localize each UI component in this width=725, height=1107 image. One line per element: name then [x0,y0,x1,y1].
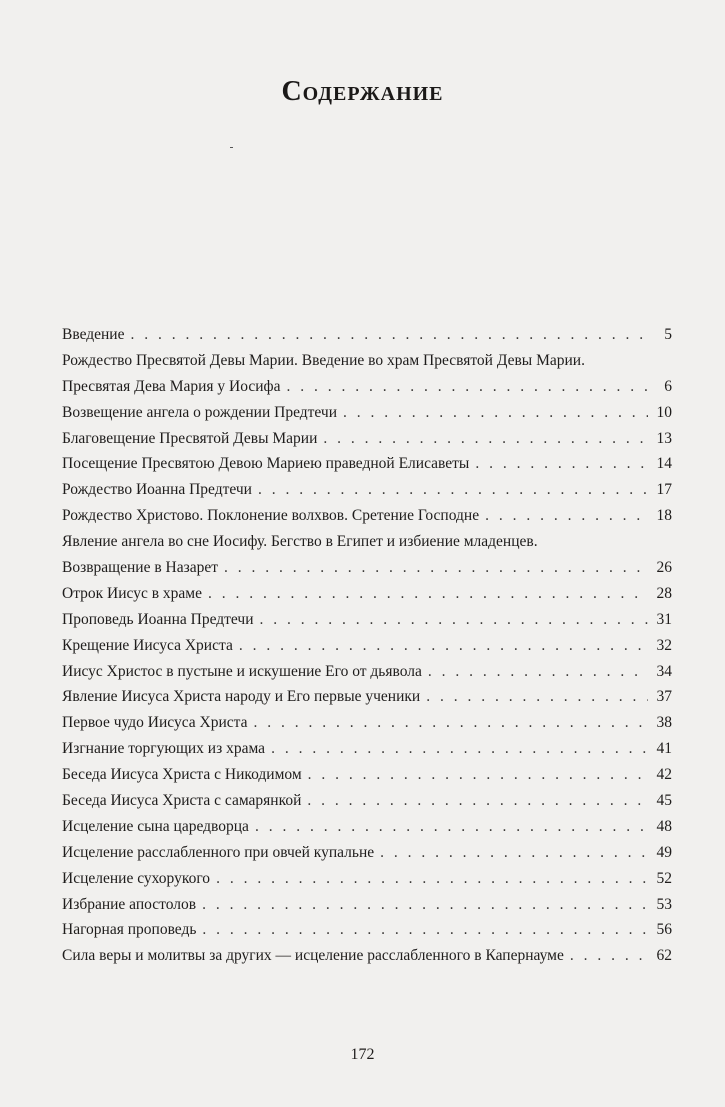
toc-entry-page: 34 [656,662,672,680]
toc-entry-page: 31 [656,610,672,628]
toc-entry-page: 52 [656,869,672,887]
toc-entry-page: 56 [656,921,672,939]
toc-entry [62,451,672,477]
toc-entry [62,322,672,348]
dot-leader [343,400,648,426]
toc-entry [62,684,672,710]
toc-entry-title: Беседа Иисуса Христа с самарянкой [62,792,302,810]
toc-entry [62,426,672,452]
toc-entry-title: Рождество Пресвятой Девы Марии. Введение во храм Пресвятой Девы Марии. [62,351,585,369]
toc-entry-title: Рождество Христово. Поклонение волхвов. Сретение Господне [62,507,480,525]
dot-leader [260,607,648,633]
toc-entry-page: 28 [656,584,672,602]
toc-entry-title: Возвращение в Назарет [62,559,218,577]
toc-entry-page: 53 [656,895,672,913]
dot-leader [307,788,648,814]
toc-entry [62,400,672,426]
toc-entry [62,710,672,736]
dot-leader [239,633,648,659]
toc-entry-page: 6 [664,377,672,395]
toc-entry-page: 14 [656,455,672,473]
page-number: 172 [350,1046,375,1063]
toc-entry [62,477,672,503]
toc-entry-page: 49 [656,843,672,861]
table-of-contents [62,322,672,969]
toc-entry [62,840,672,866]
toc-entry-title: Пресвятая Дева Мария у Иосифа [62,377,281,395]
toc-entry [62,736,672,762]
dot-leader [380,840,648,866]
dot-leader [202,892,648,918]
dot-leader [255,814,648,840]
toc-entry [62,374,672,400]
toc-entry-page: 48 [656,817,672,835]
dot-leader [208,581,648,607]
toc-entry [62,659,672,685]
toc-entry-page: 17 [656,481,672,499]
toc-entry-title: Введение [62,326,125,343]
dot-leader [308,762,648,788]
toc-entry [62,762,672,788]
toc-entry-title: Явление Иисуса Христа народу и Его первые ученики [62,688,421,706]
toc-entry [62,555,672,581]
toc-entry-title: Исцеление расслабленного при овчей купальне [62,843,375,861]
toc-entry-title: Рождество Иоанна Предтечи [62,481,252,499]
toc-entry-title: Исцеление сухорукого [62,869,211,887]
toc-entry [62,917,672,943]
toc-entry-title: Проповедь Иоанна Предтечи [62,610,254,628]
toc-entry-title: Первое чудо Иисуса Христа [62,714,248,732]
dot-leader [485,503,648,529]
toc-entry-title: Избрание апостолов [62,895,197,913]
dot-leader [286,374,648,400]
dot-leader [271,736,648,762]
toc-entry-page: 45 [656,792,672,810]
dot-leader [224,555,648,581]
toc-entry-page: 5 [664,326,672,343]
toc-entry-page: 18 [656,507,672,525]
dot-leader [428,659,648,685]
toc-entry [62,814,672,840]
toc-entry-title: Явление ангела во сне Иосифу. Бегство в Египет и избиение младенцев. [62,533,538,551]
toc-entry-page: 41 [656,740,672,758]
toc-entry-title: Благовещение Пресвятой Девы Марии [62,429,318,447]
dot-leader [570,943,648,969]
toc-entry-title: Беседа Иисуса Христа с Никодимом [62,766,302,784]
toc-entry-title: Крещение Иисуса Христа [62,636,233,654]
toc-entry [62,892,672,918]
toc-entry [62,348,672,374]
toc-entry [62,866,672,892]
toc-entry-title: Изгнание торгующих из храма [62,740,266,758]
toc-entry-title: Сила веры и молитвы за других — исцеление расслабленного в Капернауме [62,947,564,965]
dot-leader [202,917,648,943]
toc-entry-title: Возвещение ангела о рождении Предтечи [62,403,338,421]
toc-entry [62,529,672,555]
toc-entry [62,503,672,529]
dot-leader [254,710,648,736]
toc-entry-title: Исцеление сына царедворца [62,817,249,835]
toc-entry-page: 13 [656,429,672,447]
page-title: Содержание [281,76,444,107]
dot-leader [130,322,648,348]
toc-entry-title: Отрок Иисус в храме [62,584,202,602]
toc-entry-page: 62 [656,947,672,965]
toc-entry-page: 42 [656,766,672,784]
dot-leader [323,426,648,452]
toc-entry-page: 32 [656,636,672,654]
toc-entry-page: 38 [656,714,672,732]
toc-entry [62,607,672,633]
toc-entry-page: 26 [656,559,672,577]
toc-entry [62,581,672,607]
toc-entry-page: 10 [656,403,672,421]
dot-leader [426,684,648,710]
toc-entry [62,633,672,659]
toc-entry-page: 37 [656,688,672,706]
toc-entry-title: Посещение Пресвятою Девою Мариею праведной Елисаветы [62,455,470,473]
toc-entry [62,788,672,814]
dot-leader [258,477,648,503]
print-speck [230,147,233,148]
dot-leader [475,451,648,477]
toc-entry [62,943,672,969]
dot-leader [216,866,648,892]
toc-entry-title: Нагорная проповедь [62,921,197,939]
toc-entry-title: Иисус Христос в пустыне и искушение Его от дьявола [62,662,422,680]
